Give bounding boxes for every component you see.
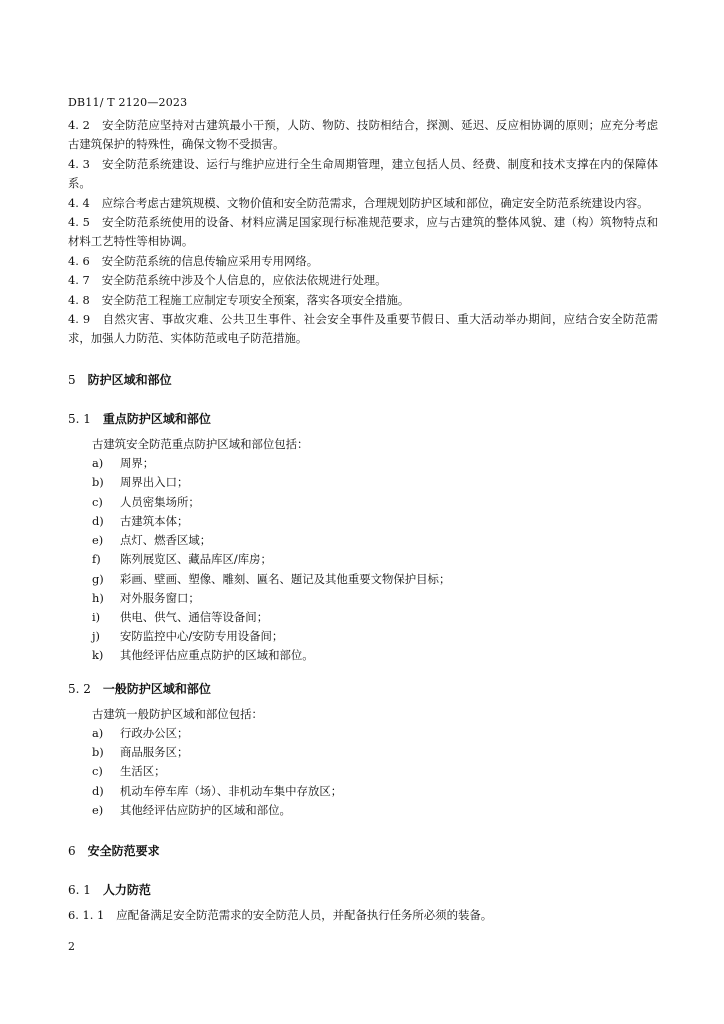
clause-6-1-1 — [68, 906, 658, 925]
list-item — [92, 531, 658, 550]
list-5-1 — [68, 454, 658, 665]
list-item — [92, 570, 658, 589]
section-title: 防护区域和部位 — [87, 372, 172, 387]
list-item-text: 生活区； — [120, 764, 166, 779]
section-number: 5 — [68, 372, 76, 387]
clause-number: 4. 9 — [68, 312, 91, 327]
section-5-heading — [68, 371, 658, 388]
list-item — [92, 550, 658, 569]
section-6-heading — [68, 842, 658, 859]
list-item-text: 行政办公区； — [120, 725, 189, 740]
clause-text: 安全防范系统使用的设备、材料应满足国家现行标准规范要求，应与古建筑的整体风貌、建（构）筑物特点和材料工艺特性等相协调。 — [68, 215, 658, 249]
clause-text: 安全防范系统的信息传输应采用专用网络。 — [101, 253, 319, 268]
list-marker: d) — [92, 513, 104, 528]
list-item-text: 安防监控中心/安防专用设备间； — [120, 629, 284, 644]
list-marker: f) — [92, 552, 101, 567]
subsection-5-2-intro: 古建筑一般防护区域和部位包括： — [92, 706, 263, 721]
list-marker: b) — [92, 745, 104, 760]
subsection-title: 重点防护区域和部位 — [102, 411, 211, 426]
clause-text: 应综合考虑古建筑规模、文物价值和安全防范需求，合理规划防护区域和部位，确定安全防范系统建设内容。 — [101, 195, 649, 210]
list-marker: c) — [92, 494, 103, 509]
subsection-number: 5. 1 — [68, 411, 91, 426]
clause-number: 4. 8 — [68, 292, 90, 307]
list-item — [92, 646, 658, 665]
subsection-6-1-heading — [68, 881, 658, 898]
clause-text: 安全防范工程施工应制定专项安全预案，落实各项安全措施。 — [101, 292, 410, 307]
list-item-text: 其他经评估应防护的区域和部位。 — [120, 802, 291, 817]
list-marker: k) — [92, 648, 104, 663]
subsection-5-1-intro: 古建筑安全防范重点防护区域和部位包括： — [92, 436, 309, 451]
list-marker: g) — [92, 571, 104, 586]
list-marker: a) — [92, 456, 104, 471]
list-marker: j) — [92, 629, 100, 644]
clause-number: 4. 7 — [68, 273, 90, 288]
list-item — [92, 589, 658, 608]
clause-number: 4. 2 — [68, 118, 90, 132]
subsection-number: 5. 2 — [68, 681, 91, 696]
list-marker: h) — [92, 590, 104, 605]
list-item-text: 古建筑本体； — [120, 513, 189, 528]
section-number: 6 — [68, 843, 76, 858]
list-item-text: 机动车停车库（场）、非机动车集中存放区； — [120, 783, 343, 798]
subsection-number: 6. 1 — [68, 882, 91, 897]
list-marker: d) — [92, 783, 104, 798]
list-item-text: 周界出入口； — [120, 475, 189, 490]
list-marker: b) — [92, 475, 104, 490]
list-item-text: 彩画、壁画、塑像、雕刻、匾名、题记及其他重要文物保护目标； — [120, 571, 451, 586]
clause-text: 安全防范应坚持对古建筑最小干预，人防、物防、技防相结合，探测、延迟、反应相协调的原则；应充分考虑古建筑保护的特殊性，确保文物不受损害。 — [68, 118, 658, 152]
clause-number: 4. 3 — [68, 156, 90, 171]
subsection-title: 人力防范 — [102, 882, 151, 897]
section-title: 安全防范要求 — [87, 843, 160, 858]
list-item-text: 其他经评估应重点防护的区域和部位。 — [120, 648, 314, 663]
clause-number: 4. 5 — [68, 215, 90, 230]
clause-4-7 — [68, 271, 658, 290]
page-number: 2 — [68, 940, 75, 953]
list-item-text: 点灯、燃香区域； — [120, 533, 212, 548]
list-item-text: 对外服务窗口； — [120, 590, 200, 605]
document-header: DB11/ T 2120—2023 — [68, 96, 188, 109]
list-item — [92, 762, 658, 781]
clause-number: 4. 6 — [68, 253, 90, 268]
list-item — [92, 608, 658, 627]
list-item — [92, 627, 658, 646]
clause-4-5 — [68, 213, 658, 252]
list-marker: e) — [92, 533, 104, 548]
list-marker: a) — [92, 725, 104, 740]
list-item-text: 供电、供气、通信等设备间； — [120, 609, 269, 624]
list-item — [92, 473, 658, 492]
list-item — [92, 801, 658, 820]
clause-4-3 — [68, 155, 658, 194]
clause-4-4 — [68, 194, 658, 213]
list-marker: e) — [92, 802, 104, 817]
list-item-text: 陈列展览区、藏品库区/库房； — [120, 552, 272, 567]
clause-text: 安全防范系统建设、运行与维护应进行全生命周期管理，建立包括人员、经费、制度和技术支撑在内的保障体系。 — [68, 156, 658, 191]
clause-4-8 — [68, 291, 658, 310]
list-item-text: 周界； — [120, 456, 155, 471]
list-item — [92, 512, 658, 531]
list-marker: i) — [92, 609, 101, 624]
clause-4-2 — [68, 116, 658, 155]
document-body — [68, 116, 658, 925]
list-item — [92, 454, 658, 473]
clause-text: 自然灾害、事故灾难、公共卫生事件、社会安全事件及重要节假日、重大活动举办期间，应结合安全防范需求，加强人力防范、实体防范或电子防范措施。 — [68, 312, 658, 346]
list-5-2 — [68, 724, 658, 820]
list-item-text: 商品服务区； — [120, 745, 189, 760]
subsection-title: 一般防护区域和部位 — [102, 681, 211, 696]
list-marker: c) — [92, 764, 103, 779]
subsection-5-1-heading — [68, 410, 658, 427]
clause-number: 4. 4 — [68, 195, 90, 210]
clause-text: 应配备满足安全防范需求的安全防范人员，并配备执行任务所必须的装备。 — [116, 907, 493, 922]
clause-4-6 — [68, 252, 658, 271]
list-item-text: 人员密集场所； — [120, 494, 200, 509]
list-item — [92, 493, 658, 512]
list-item — [92, 782, 658, 801]
subsection-5-2-heading — [68, 680, 658, 697]
clause-text: 安全防范系统中涉及个人信息的，应依法依规进行处理。 — [101, 273, 387, 288]
list-item — [92, 743, 658, 762]
clause-number: 6. 1. 1 — [68, 907, 105, 922]
clause-4-9 — [68, 310, 658, 349]
list-item — [92, 724, 658, 743]
